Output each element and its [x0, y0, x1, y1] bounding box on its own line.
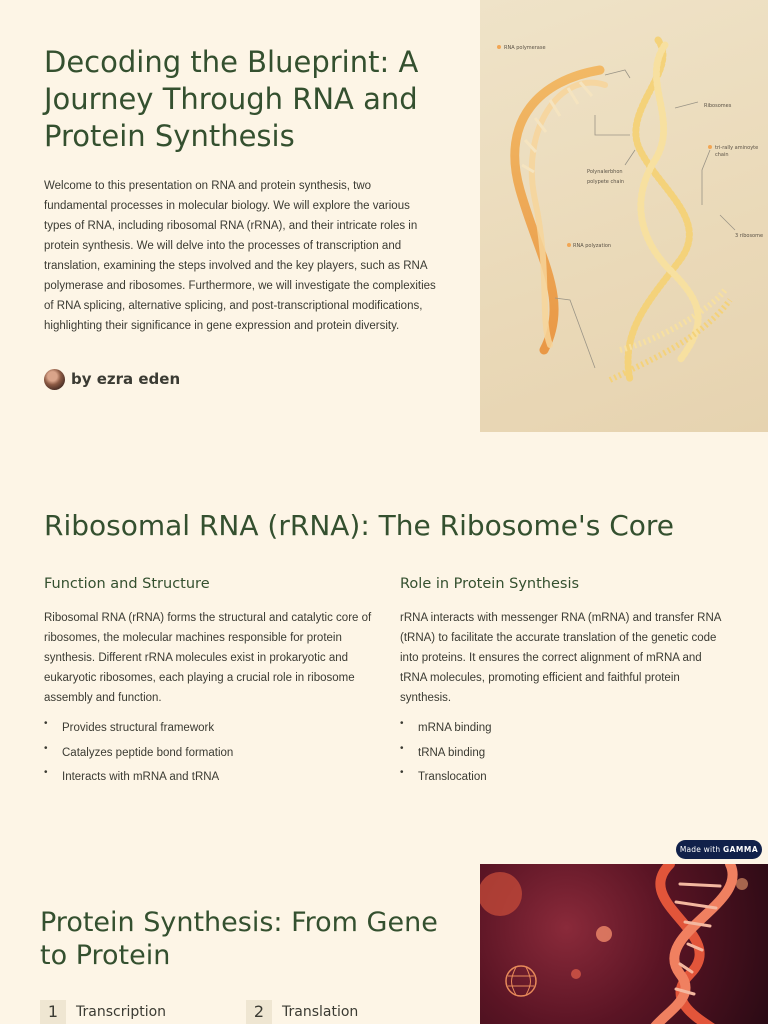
list-item: • tRNA binding	[400, 745, 730, 761]
list-item: • Translocation	[400, 769, 730, 785]
step-label: Translation	[282, 1004, 359, 1020]
label-tri-amino: tri-rally aminoyte	[715, 145, 759, 151]
role-synthesis-column	[400, 574, 730, 794]
made-with-gamma-badge[interactable]	[676, 840, 762, 859]
step-label: Transcription	[76, 1004, 167, 1020]
step-number: 2	[246, 1000, 272, 1024]
synthesis-section-title: Protein Synthesis: From Gene to Protein	[40, 907, 438, 971]
author-avatar	[44, 369, 65, 390]
function-structure-list	[44, 720, 374, 785]
label-polypeptide: Polynalerbhon	[587, 169, 623, 175]
label-polypeptide-chain: polypete chain	[587, 179, 624, 185]
hero-intro: Welcome to this presentation on RNA and protein synthesis, two fundamental processes in molecular biology. We will explore the various types of RNA, including ribosomal RNA (rRNA), and their intricate roles in protein synthesis. We will delve into the processes of transcription and translation, examining the steps involved and the key players, such as RNA polymerase and ribosomes. Furthermore, we will investigate the complexities of RNA splicing, alternative splicing, and post-transcriptional modifications, highlighting their significance in gene expression and protein diversity.	[44, 180, 436, 332]
list-item: • Interacts with mRNA and tRNA	[44, 769, 374, 785]
label-rna-polymerase: RNA polymerase	[504, 45, 546, 51]
hero-title: Decoding the Blueprint: A Journey Through RNA and Protein Synthesis	[44, 45, 419, 153]
function-structure-body: Ribosomal RNA (rRNA) forms the structural and catalytic core of ribosomes, the molecular machines responsible for protein synthesis. Different rRNA molecules exist in prokaryotic and eukaryotic ribosomes, each playing a crucial role in ribosome assembly and function.	[44, 612, 372, 704]
label-ribosomes: Ribosomes	[704, 103, 732, 109]
role-synthesis-body: rRNA interacts with messenger RNA (mRNA) and transfer RNA (tRNA) to facilitate the accurate translation of the genetic code into proteins. It ensures the correct alignment of mRNA and tRNA molecules, promoting efficient and faithful protein synthesis.	[400, 612, 721, 704]
list-item: • mRNA binding	[400, 720, 730, 736]
dna-illustration	[480, 0, 768, 432]
step-transcription	[40, 1000, 166, 1024]
author-name: by ezra eden	[71, 370, 181, 388]
author-byline	[44, 367, 180, 391]
label-rna-polyzation: RNA polyzation	[573, 243, 612, 249]
badge-prefix: Made with	[679, 845, 721, 854]
rrna-section-title: Ribosomal RNA (rRNA): The Ribosome's Core	[44, 509, 674, 542]
list-item: • Catalyzes peptide bond formation	[44, 745, 374, 761]
function-structure-heading: Function and Structure	[44, 576, 210, 592]
list-item: • Provides structural framework	[44, 720, 374, 736]
role-synthesis-list	[400, 720, 730, 785]
label-tri-amino-chain: chain	[715, 152, 729, 158]
function-structure-column	[44, 574, 374, 794]
role-synthesis-heading: Role in Protein Synthesis	[400, 576, 580, 592]
step-translation	[246, 1000, 358, 1024]
badge-brand: GAMMA	[722, 845, 759, 854]
dna-helix-photo	[480, 864, 768, 1024]
step-number: 1	[40, 1000, 66, 1024]
label-3-ribosome: 3 ribosome	[735, 233, 764, 239]
